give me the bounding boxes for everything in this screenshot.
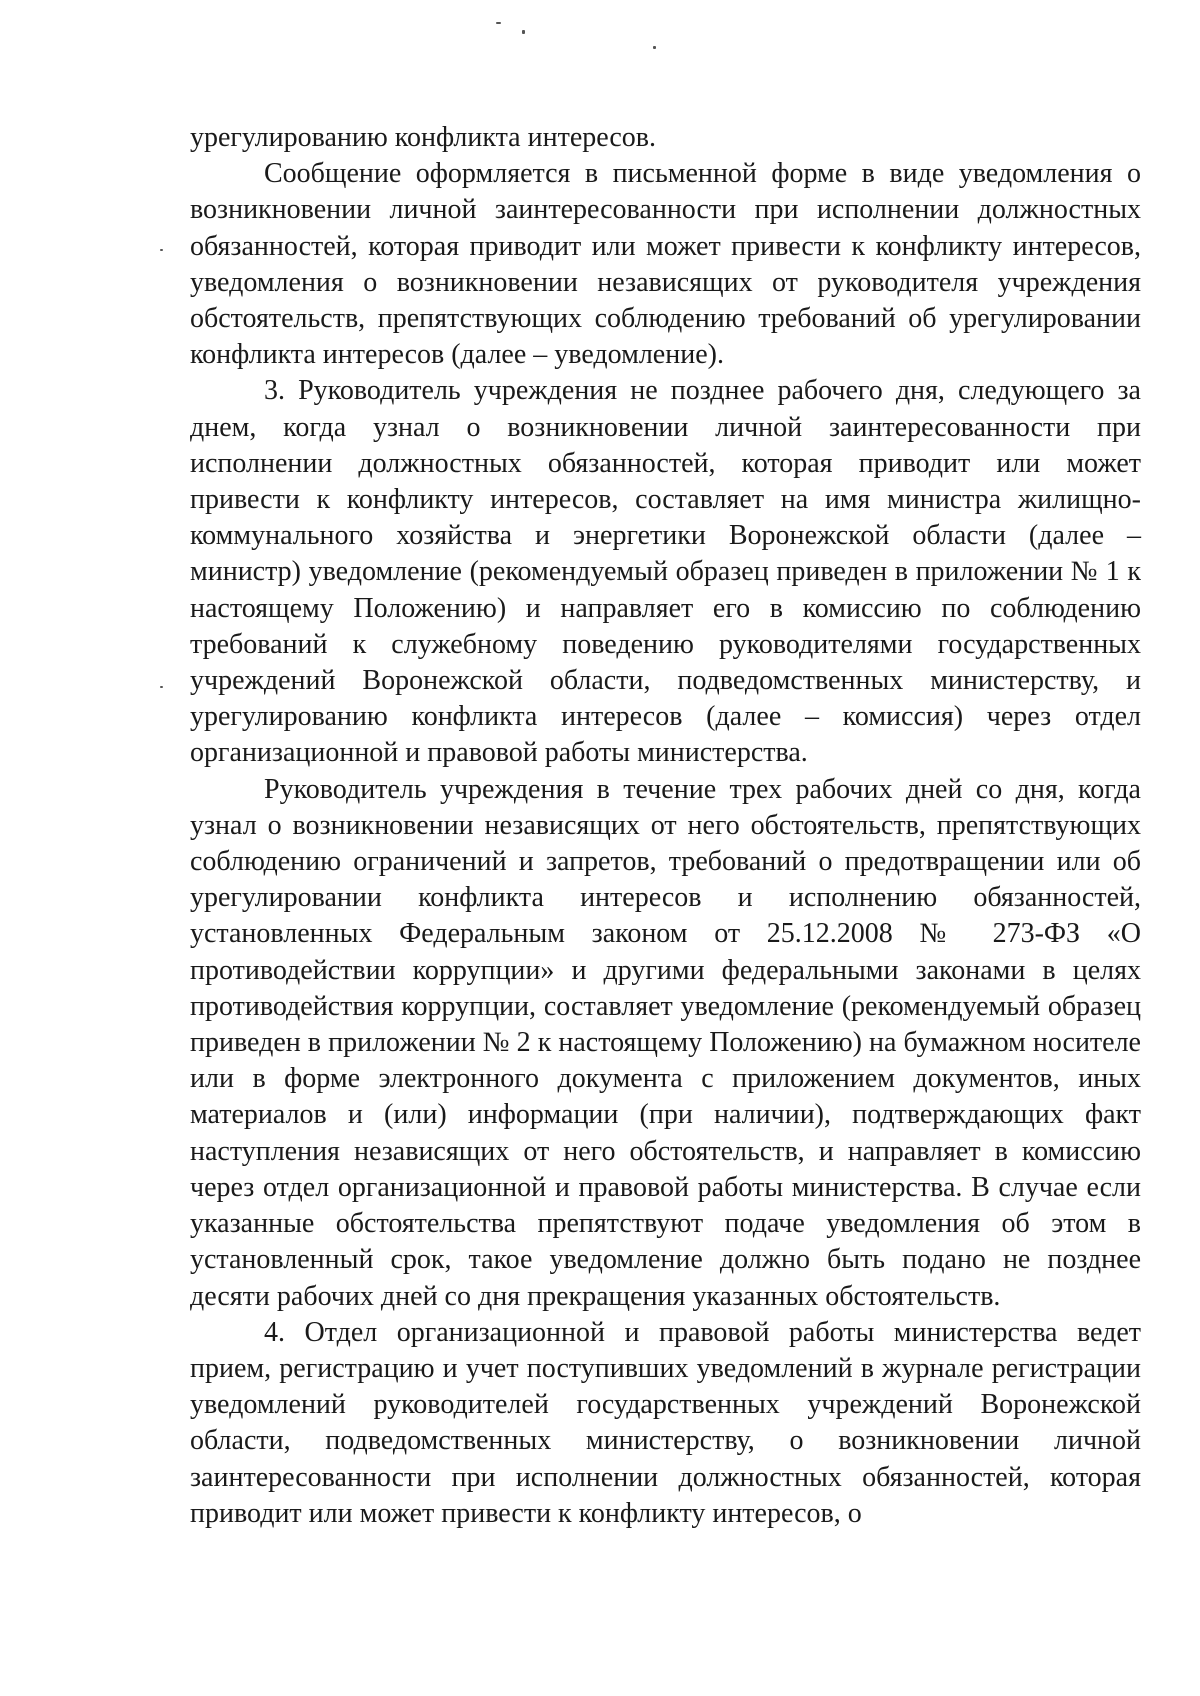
paragraph-notification-form: Сообщение оформляется в письменной форме в виде уведомления о возникновении личной заинтересованности при исполнении должностных обязанностей, которая приводит или может привести к конфликту интересов, уведомления о возникновении независящих от руководителя учреждения обстоятельств, препятствующих соблюдению требований об урегулировании конфликта интересов (далее – уведомление). xyxy=(190,158,1141,371)
scan-speck xyxy=(653,46,656,49)
paragraph-independent-circumstances: Руководитель учреждения в течение трех рабочих дней со дня, когда узнал о возникновении независящих от него обстоятельств, препятствующих соблюдению ограничений и запретов, требований о предотвращении или об урегулировании конфликта интересов и исполнению обязанностей, установленных Федеральным законом от 25.12.2008 № 273-ФЗ «О противодействии коррупции» и другими федеральными законами в целях противодействия коррупции, составляет уведомление (рекомендуемый образец приведен в приложении № 2 к настоящему Положению) на бумажном носителе или в форме электронного документа с приложением документов, иных материалов и (или) информации (при наличии), подтверждающих факт наступления независящих от него обстоятельств, и направляет в комиссию через отдел организационной и правовой работы министерства. В случае если указанные обстоятельства препятствуют подаче уведомления об этом в установленный срок, такое уведомление должно быть подано не позднее десяти рабочих дней со дня прекращения указанных обстоятельств. xyxy=(190,773,1141,1312)
scan-speck xyxy=(522,30,525,34)
scan-speck xyxy=(160,686,163,688)
paragraph-item-4: 4. Отдел организационной и правовой работы министерства ведет прием, регистрацию и учет поступивших уведомлений в журнале регистрации уведомлений руководителей государственных учреждений Воронежской области, подведомственных министерству, о возникновении личной заинтересованности при исполнении должностных обязанностей, которая приводит или может привести к конфликту интересов, о xyxy=(190,1316,1141,1529)
scan-speck xyxy=(160,249,163,251)
paragraph-continuation: урегулированию конфликта интересов. xyxy=(190,122,657,153)
scan-speck xyxy=(496,22,501,24)
document-body xyxy=(190,120,1141,1532)
paragraph-item-3: 3. Руководитель учреждения не позднее рабочего дня, следующего за днем, когда узнал о возникновении личной заинтересованности при исполнении должностных обязанностей, которая приводит или может привести к конфликту интересов, составляет на имя министра жилищно-коммунального хозяйства и энергетики Воронежской области (далее – министр) уведомление (рекомендуемый образец приведен в приложении № 1 к настоящему Положению) и направляет его в комиссию по соблюдению требований к служебному поведению руководителями государственных учреждений Воронежской области, подведомственных министерству, и урегулированию конфликта интересов (далее – комиссия) через отдел организационной и правовой работы министерства. xyxy=(190,375,1141,769)
